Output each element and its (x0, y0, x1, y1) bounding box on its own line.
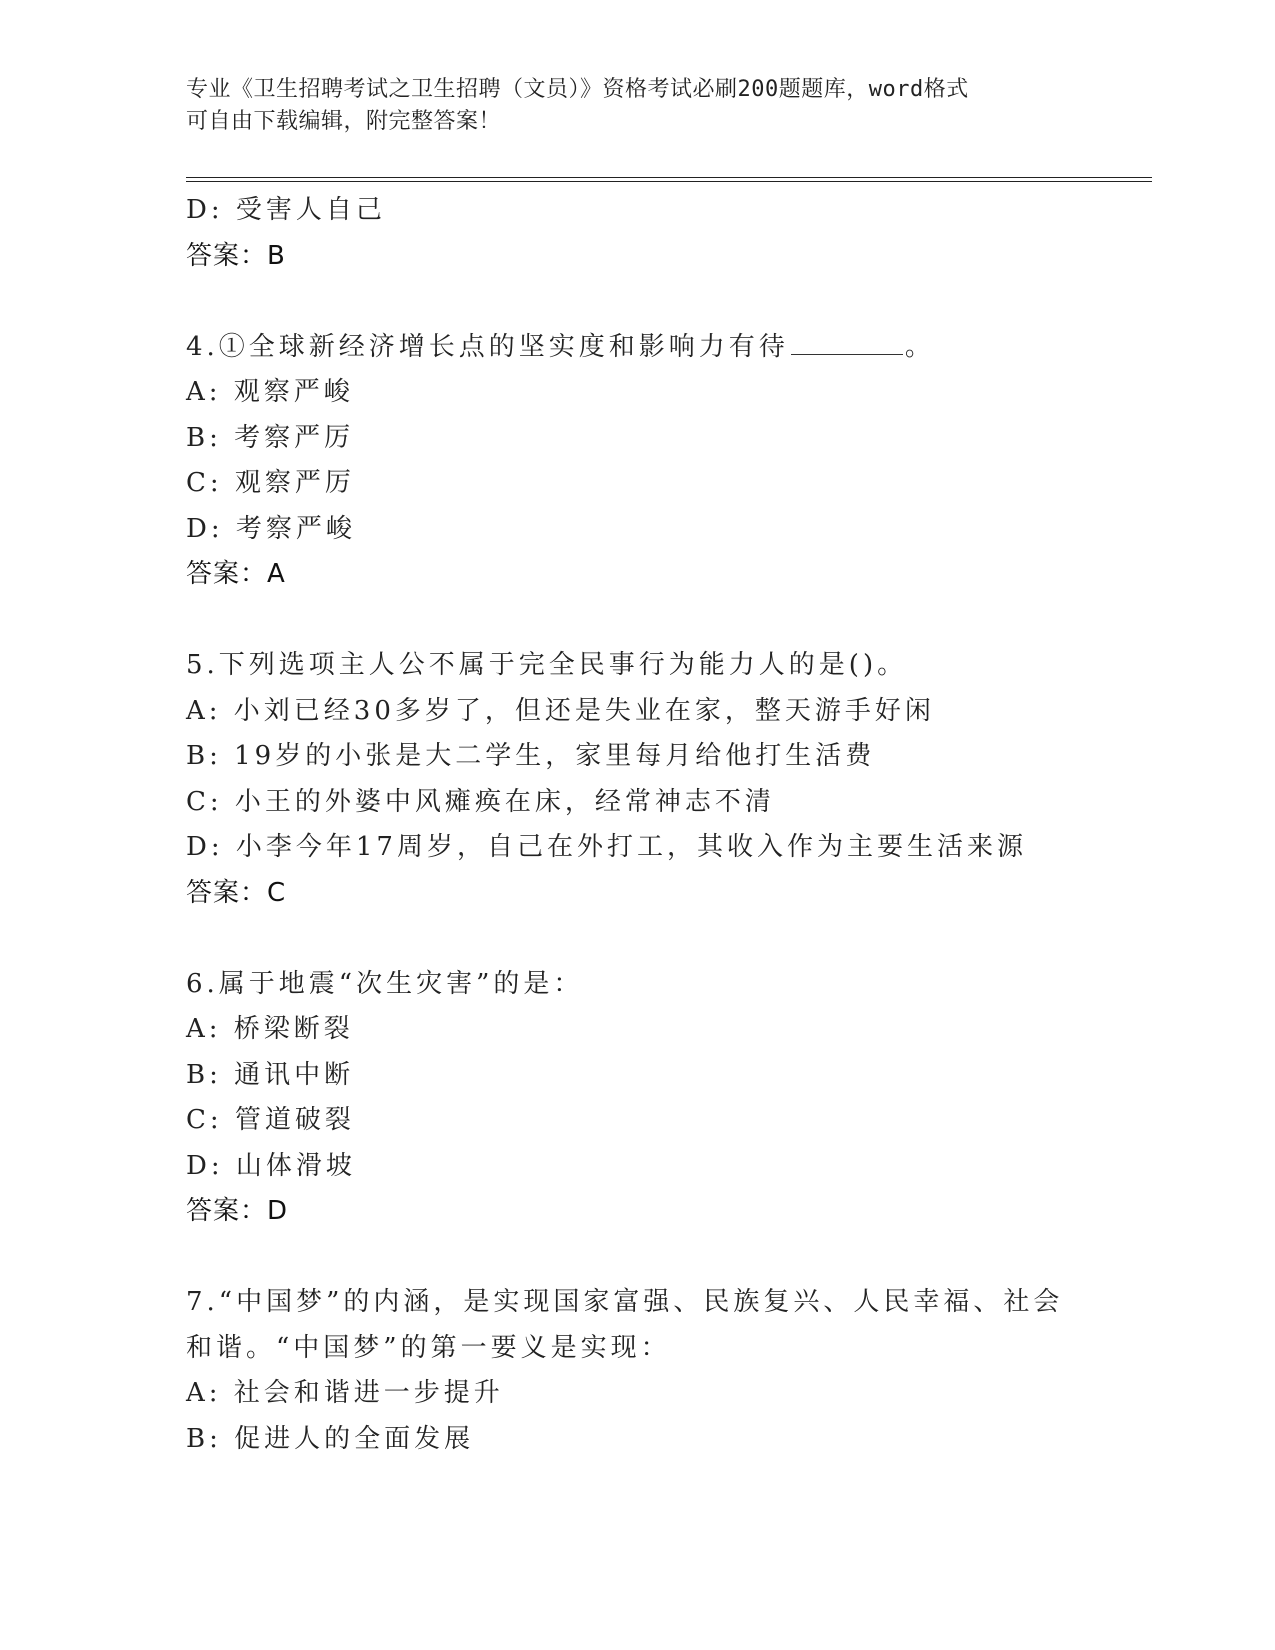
question-6-option-c: C: 管道破裂 (186, 1105, 355, 1135)
spacer (186, 1235, 1136, 1281)
question-4-option-d: D: 考察严峻 (186, 513, 356, 544)
header-title-line-2: 可自由下载编辑，附完整答案！ (186, 109, 502, 134)
question-6-option-a: A: 桥梁断裂 (186, 1014, 354, 1044)
question-5-option-b: B: 19岁的小张是大二学生，家里每月给他打生活费 (186, 741, 876, 771)
question-4-option-c: C: 观察严厉 (186, 468, 355, 498)
question-6-option-b: B: 通讯中断 (186, 1059, 355, 1090)
question-6-option-d: D: 山体滑坡 (186, 1150, 356, 1181)
header-title-line-1: 专业《卫生招聘考试之卫生招聘（文员）》资格考试必刷200题题库，word格式 (186, 77, 969, 102)
question-5-option-c: C: 小王的外婆中风瘫痪在床，经常神志不清 (186, 786, 775, 817)
question-4-stem-end: 。 (904, 331, 935, 362)
spacer (186, 916, 1136, 962)
answer-prev: 答案：B (186, 240, 286, 271)
question-4-answer: 答案：A (186, 559, 286, 589)
question-4-option-b: B: 考察严厉 (186, 422, 355, 453)
question-6-stem: 6.属于地震“次生灾害”的是： (186, 968, 584, 999)
spacer (186, 279, 1136, 325)
document-header (186, 74, 1086, 138)
header-rule-bottom (186, 181, 1152, 182)
question-7-option-b: B: 促进人的全面发展 (186, 1423, 475, 1454)
header-rule-top (186, 177, 1152, 178)
question-5-option-a: A: 小刘已经30多岁了，但还是失业在家，整天游手好闲 (186, 695, 935, 726)
spacer (186, 598, 1136, 644)
question-7-stem-line-1: 7.“中国梦”的内涵，是实现国家富强、民族复兴、人民幸福、社会 (186, 1287, 1064, 1317)
question-list (186, 188, 1136, 1462)
question-7-option-a: A: 社会和谐进一步提升 (186, 1378, 504, 1408)
fill-in-blank (791, 326, 903, 355)
question-4-option-a: A: 观察严峻 (186, 377, 354, 407)
question-4-stem (186, 325, 1136, 371)
question-5-option-d: D: 小李今年17周岁，自己在外打工，其收入作为主要生活来源 (186, 832, 1027, 862)
question-7-stem-line-2: 和谐。“中国梦”的第一要义是实现： (186, 1332, 671, 1363)
question-5-stem: 5.下列选项主人公不属于完全民事行为能力人的是()。 (186, 650, 908, 680)
question-6-answer: 答案：D (186, 1196, 289, 1226)
question-4-stem-text: 4.①全球新经济增长点的坚实度和影响力有待 (186, 331, 789, 362)
option-d-prev: D: 受害人自己 (186, 195, 386, 225)
question-5-answer: 答案：C (186, 877, 287, 908)
